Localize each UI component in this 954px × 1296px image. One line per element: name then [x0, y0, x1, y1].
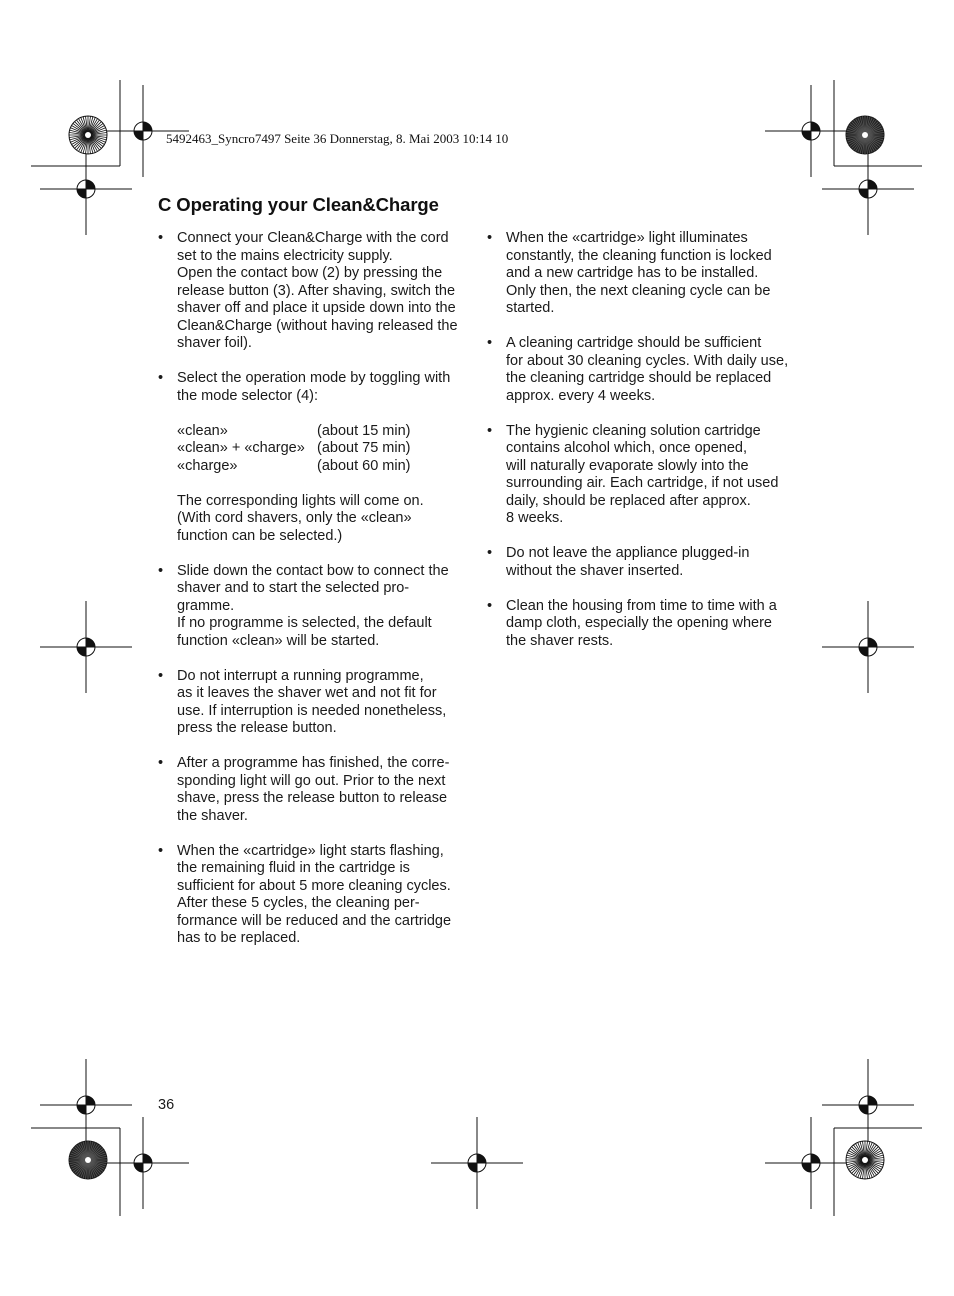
paragraph: The corresponding lights will come on. (With cord shavers, only the «clean» function can be selected.) — [177, 492, 424, 544]
bullet-icon: • — [158, 370, 164, 386]
bullet-icon: • — [158, 667, 164, 684]
paragraph: When the «cartridge» light illuminates constantly, the cleaning function is locked and a new cartridge has to be installed. Only then, the next cleaning cycle can be started. — [506, 230, 772, 316]
list-item — [158, 563, 468, 651]
paragraph: Select the operation mode by toggling with the mode selector (4): — [177, 370, 451, 404]
bullet-icon: • — [487, 422, 493, 439]
paragraph: Do not interrupt a running programme, as it leaves the shaver wet and not fit for use. If interruption is needed nonetheless, press the release button. — [177, 667, 447, 736]
color-target-center — [85, 1157, 91, 1163]
list-item — [487, 335, 799, 405]
list-item — [487, 423, 799, 528]
mode-row — [177, 423, 468, 441]
bullet-icon: • — [158, 842, 164, 859]
mode-duration: (about 60 min) — [317, 457, 411, 474]
bullet-icon: • — [158, 562, 164, 579]
mode-duration: (about 75 min) — [317, 440, 411, 456]
paragraph: After a programme has finished, the corre- sponding light will go out. Prior to the next shave, press the release button to release the shaver. — [177, 755, 450, 824]
bullet-icon: • — [158, 755, 164, 771]
paragraph: Slide down the contact bow to connect the shaver and to start the selected pro- gramme. — [177, 562, 449, 614]
mode-row — [177, 440, 468, 458]
mode-name: «clean» — [177, 422, 228, 439]
paragraph: Clean the housing from time to time with a damp cloth, especially the opening where the shaver rests. — [506, 597, 777, 649]
mode-table — [177, 423, 468, 476]
list-item — [158, 843, 468, 948]
bullet-icon: • — [158, 230, 164, 246]
mode-duration: (about 15 min) — [317, 422, 411, 439]
bullet-icon: • — [487, 335, 493, 351]
list-item — [158, 370, 468, 545]
paragraph: Connect your Clean&Charge with the cord set to the mains electricity supply. — [177, 230, 449, 264]
list-item — [487, 545, 799, 580]
paragraph: A cleaning cartridge should be sufficient for about 30 cleaning cycles. With daily use, the cleaning cartridge should be replaced approx. every 4 weeks. — [506, 335, 789, 404]
mode-name: «clean» + «charge» — [177, 440, 305, 456]
list-item — [487, 230, 799, 318]
list-item — [158, 755, 468, 825]
color-target-center — [862, 132, 868, 138]
color-target-center — [85, 132, 91, 138]
paragraph: If no programme is selected, the default function «clean» will be started. — [177, 615, 432, 649]
paragraph: When the «cartridge» light starts flashing, the remaining fluid in the cartridge is sufficient for about 5 more cleaning cycles. After these 5 cycles, the cleaning per- formance will be reduced and the cartridge has to be replaced. — [177, 842, 452, 946]
list-item — [158, 668, 468, 738]
mode-row — [177, 458, 468, 476]
page-number: 36 — [158, 1097, 175, 1113]
paragraph: Open the contact bow (2) by pressing the release button (3). After shaving, switch the shaver off and place it upside down into the Clean&Charge (without having released the shaver foil). — [177, 265, 458, 351]
mode-name: «charge» — [177, 457, 238, 474]
paragraph: The hygienic cleaning solution cartridge contains alcohol which, once opened, will naturally evaporate slowly into the surrounding air. Each cartridge, if not used daily, should be replaced after approx. 8 weeks. — [506, 422, 779, 526]
list-item — [158, 230, 468, 353]
left-column — [158, 230, 468, 965]
paragraph: Do not leave the appliance plugged-in without the shaver inserted. — [506, 545, 750, 579]
right-column — [487, 230, 799, 668]
bullet-icon: • — [487, 545, 493, 561]
bullet-icon: • — [487, 230, 493, 246]
bullet-icon: • — [487, 597, 493, 614]
section-title: C Operating your Clean&Charge — [158, 194, 439, 215]
print-slug: 5492463_Syncro7497 Seite 36 Donnerstag, 8. Mai 2003 10:14 10 — [166, 131, 509, 146]
list-item — [487, 598, 799, 651]
color-target-center — [862, 1157, 868, 1163]
